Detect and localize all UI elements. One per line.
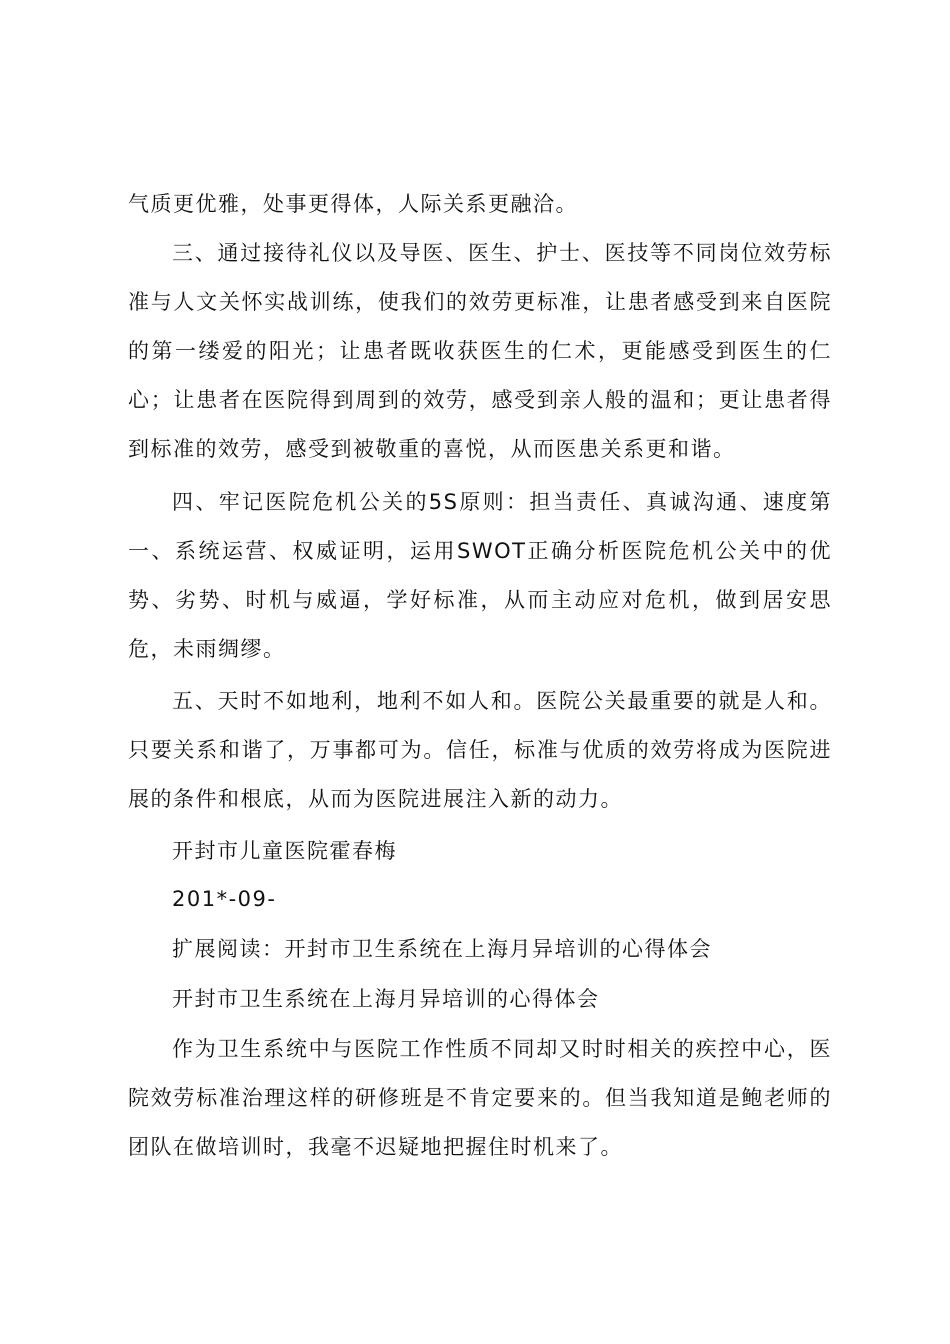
paragraph-point-four: 四、牢记医院危机公关的5S原则：担当责任、真诚沟通、速度第一、系统运营、权威证明，运用SWOT正确分析医院危机公关中的优势、劣势、时机与威逼，学好标准，从而主动应对危机，做到居安思危，未雨绸缪。 bbox=[128, 490, 832, 661]
article-body-paragraph: 作为卫生系统中与医院工作性质不同却又时时相关的疾控中心，医院效劳标准治理这样的研修班是不肯定要来的。但当我知道是鲍老师的团队在做培训时，我毫不迟疑地把握住时机来了。 bbox=[128, 1037, 832, 1159]
signature-date: 201*-09- bbox=[172, 887, 277, 911]
extended-reading-line: 扩展阅读：开封市卫生系统在上海月异培训的心得体会 bbox=[172, 937, 712, 961]
paragraph-point-five: 五、天时不如地利，地利不如人和。医院公关最重要的就是人和。只要关系和谐了，万事都可为。信任，标准与优质的效劳将成为医院进展的条件和根底，从而为医院进展注入新的动力。 bbox=[128, 689, 832, 811]
article-title: 开封市卫生系统在上海月异培训的心得体会 bbox=[172, 987, 600, 1011]
paragraph-continuation: 气质更优雅，处事更得体，人际关系更融洽。 bbox=[128, 192, 578, 216]
signature-author: 开封市儿童医院霍春梅 bbox=[172, 839, 397, 863]
paragraph-point-three: 三、通过接待礼仪以及导医、医生、护士、医技等不同岗位效劳标准与人文关怀实战训练，使我们的效劳更标准，让患者感受到来自医院的第一缕爱的阳光；让患者既收获医生的仁术，更能感受到医生的仁心；让患者在医院得到周到的效劳，感受到亲人般的温和；更让患者得到标准的效劳，感受到被敬重的喜悦，从而医患关系更和谐。 bbox=[128, 241, 832, 461]
